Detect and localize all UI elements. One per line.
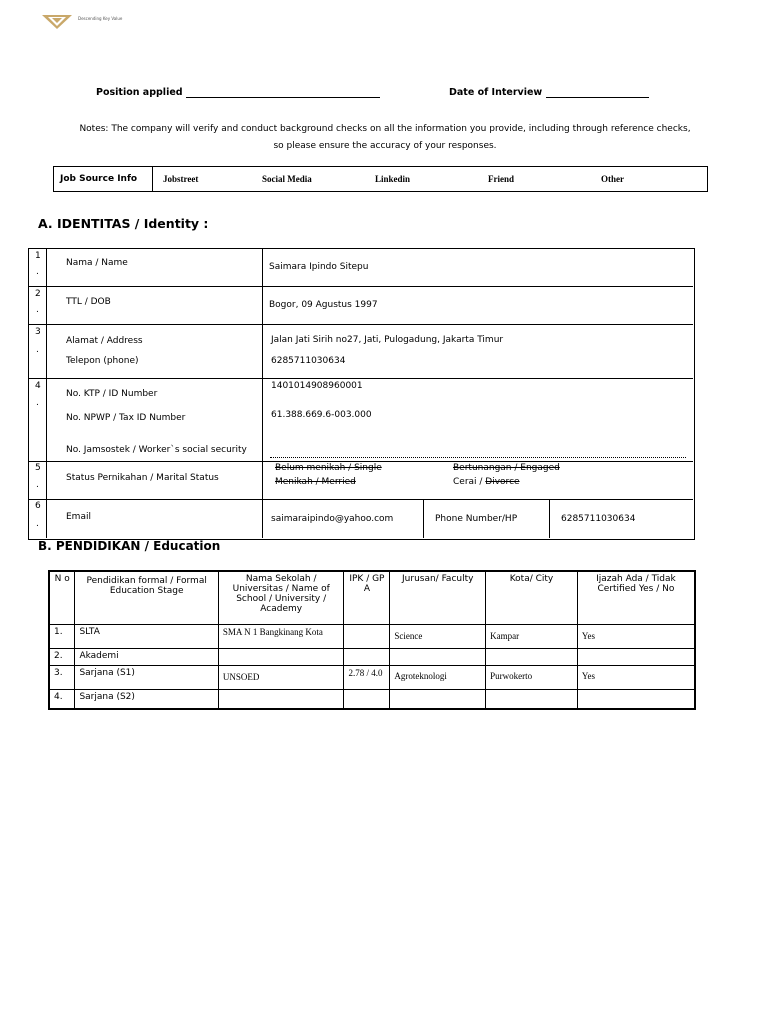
row-no: 4.	[49, 690, 75, 709]
row-school[interactable]	[218, 649, 344, 666]
position-label: Position applied	[96, 87, 183, 98]
row-city[interactable]: Purwokerto	[486, 666, 578, 690]
table-row	[49, 649, 695, 666]
row-ipk[interactable]: 2.78 / 4.0	[344, 666, 390, 690]
row-cert[interactable]	[577, 649, 695, 666]
date-input-line[interactable]	[546, 88, 649, 98]
marital-option-divorce[interactable]	[453, 477, 520, 487]
row-number: 5	[35, 463, 41, 473]
row-no: 3.	[49, 666, 75, 690]
marital-status-label: Status Pernikahan / Marital Status	[66, 473, 219, 483]
row-number: 3	[35, 327, 41, 337]
row-school[interactable]: UNSOED	[218, 666, 344, 690]
row-number-dot: .	[36, 480, 39, 490]
row-faculty[interactable]: Agroteknologi	[390, 666, 486, 690]
notes-line-1: Notes: The company will verify and conduct background checks on all the information you provide, including through reference checks,	[79, 124, 691, 134]
row-school[interactable]	[218, 690, 344, 709]
phone-value[interactable]: 6285711030634	[271, 356, 346, 366]
row-city[interactable]: Kampar	[486, 625, 578, 649]
row-city[interactable]	[486, 649, 578, 666]
divorce-text: Divorce	[485, 477, 520, 487]
education-heading: B. PENDIDIKAN / Education	[38, 539, 221, 553]
notes	[40, 121, 730, 155]
job-source-other[interactable]: Other	[601, 174, 624, 184]
row-ipk[interactable]	[344, 625, 390, 649]
phone-hp-label: Phone Number/HP	[435, 514, 518, 524]
row-faculty[interactable]: Science	[390, 625, 486, 649]
position-input-line[interactable]	[186, 88, 380, 98]
row-city[interactable]	[486, 690, 578, 709]
header-no: N o	[49, 571, 75, 625]
logo-tagline: Descending Key Value	[78, 16, 123, 21]
date-label: Date of Interview	[449, 87, 543, 98]
dob-label: TTL / DOB	[66, 297, 111, 307]
row-number-dot: .	[36, 345, 39, 355]
row-number: 1	[35, 251, 41, 261]
company-logo	[42, 14, 72, 33]
row-faculty[interactable]	[390, 690, 486, 709]
row-no: 2.	[49, 649, 75, 666]
row-number: 6	[35, 501, 41, 511]
address-label: Alamat / Address	[66, 336, 143, 346]
tax-id-value[interactable]: 61.388.669.6-003.000	[271, 410, 372, 420]
row-ipk[interactable]	[344, 690, 390, 709]
education-table	[48, 570, 696, 710]
row-number: 4	[35, 381, 41, 391]
header-city: Kota/ City	[486, 571, 578, 625]
header-faculty: Jurusan/ Faculty	[390, 571, 486, 625]
header-school: Nama Sekolah / Universitas / Name of School / University / Academy	[218, 571, 344, 625]
phone-hp-value[interactable]: 6285711030634	[561, 514, 636, 524]
row-faculty[interactable]	[390, 649, 486, 666]
name-value[interactable]: Saimara Ipindo Sitepu	[269, 262, 369, 272]
dob-value[interactable]: Bogor, 09 Agustus 1997	[269, 300, 378, 310]
row-cert[interactable]	[577, 690, 695, 709]
date-field[interactable]	[449, 87, 649, 98]
job-source-linkedin[interactable]: Linkedin	[375, 174, 411, 184]
marital-option-married[interactable]: Menikah / Merried	[275, 477, 356, 487]
id-number-value[interactable]: 1401014908960001	[271, 381, 363, 391]
job-source-box	[53, 166, 708, 192]
divorce-prefix: Cerai /	[453, 477, 486, 487]
logo-icon	[42, 15, 72, 29]
header-ipk: IPK / GP A	[344, 571, 390, 625]
phone-label: Telepon (phone)	[66, 356, 139, 366]
row-number-dot: .	[36, 267, 39, 277]
row-stage: SLTA	[75, 625, 218, 649]
notes-line-2: so please ensure the accuracy of your responses.	[273, 141, 497, 151]
identity-table	[28, 248, 694, 539]
row-cert[interactable]: Yes	[577, 666, 695, 690]
email-value[interactable]: saimaraipindo@yahoo.com	[271, 514, 394, 524]
header-stage: Pendidikan formal / Formal Education Stage	[75, 571, 218, 625]
job-source-jobstreet[interactable]: Jobstreet	[163, 174, 199, 184]
row-number: 2	[35, 289, 41, 299]
row-ipk[interactable]	[344, 649, 390, 666]
row-stage: Sarjana (S2)	[75, 690, 218, 709]
social-security-label: No. Jamsostek / Worker`s social security	[66, 445, 247, 455]
header-cert: Ijazah Ada / Tidak Certified Yes / No	[577, 571, 695, 625]
row-number-dot: .	[36, 398, 39, 408]
marital-option-single[interactable]: Belum menikah / Single	[275, 463, 382, 473]
table-row	[49, 625, 695, 649]
name-label: Nama / Name	[66, 258, 128, 268]
identity-heading: A. IDENTITAS / Identity :	[38, 216, 209, 231]
job-source-social-media[interactable]: Social Media	[262, 174, 312, 184]
job-source-friend[interactable]: Friend	[488, 174, 514, 184]
address-value[interactable]: Jalan Jati Sirih no27, Jati, Pulogadung, Jakarta Timur	[271, 335, 504, 345]
tax-id-label: No. NPWP / Tax ID Number	[66, 413, 186, 423]
row-no: 1.	[49, 625, 75, 649]
id-number-label: No. KTP / ID Number	[66, 389, 158, 399]
position-field[interactable]	[96, 87, 380, 98]
table-row	[49, 690, 695, 709]
row-number-dot: .	[36, 305, 39, 315]
table-row	[49, 666, 695, 690]
row-school[interactable]: SMA N 1 Bangkinang Kota	[218, 625, 344, 649]
row-number-dot: .	[36, 519, 39, 529]
job-source-label: Job Source Info	[60, 174, 138, 184]
row-stage: Sarjana (S1)	[75, 666, 218, 690]
row-cert[interactable]: Yes	[577, 625, 695, 649]
education-header-row	[49, 571, 695, 625]
email-label: Email	[66, 512, 91, 522]
row-stage: Akademi	[75, 649, 218, 666]
social-security-dotted-line[interactable]	[270, 457, 686, 458]
marital-option-engaged[interactable]: Bertunangan / Engaged	[453, 463, 560, 473]
